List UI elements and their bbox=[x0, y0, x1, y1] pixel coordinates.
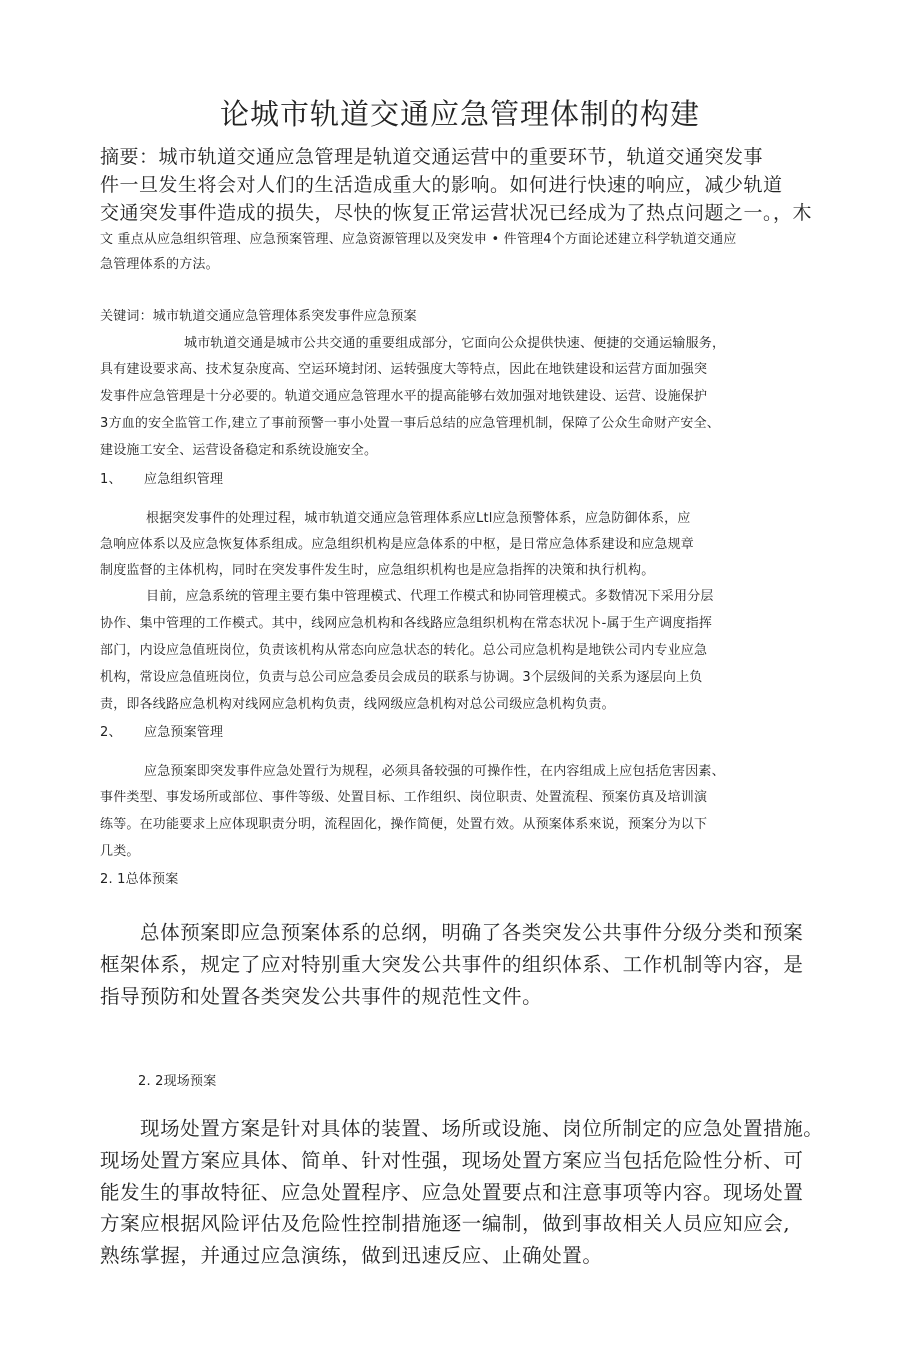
paragraph-line: 现场处置方案是针对具体的装置、场所或设施、岗位所制定的应急处置措施。 bbox=[140, 1117, 824, 1140]
document-title: 论城市轨道交通应急管理体制的构建 bbox=[219, 97, 700, 131]
abstract-line: 急管理体系的方法。 bbox=[100, 257, 219, 272]
intro-line: 城市轨道交通是城市公共交通的重要组成部分，它面向公众提供快速、便捷的交通运输服务， bbox=[184, 336, 726, 351]
section-number: 2、 bbox=[100, 725, 122, 740]
subsection-heading: 2. 2现场预案 bbox=[138, 1074, 217, 1089]
subsection-heading: 2. 1总体预案 bbox=[100, 872, 179, 887]
paragraph-line: 机构，常设应急值班岗位，负责与总公司应急委员会成员的联系与协调。3个层级间的关系为逐层向上负 bbox=[100, 670, 703, 685]
paragraph-line: 框架体系，规定了应对特别重大突发公共事件的组织体系、工作机制等内容，是 bbox=[100, 953, 804, 976]
paragraph-line: 方案应根据风险评估及危险性控制措施逐一编制，做到事故相关人员应知应会, bbox=[100, 1212, 791, 1235]
section-heading: 应急组织管理 bbox=[144, 472, 224, 487]
paragraph-line: 急响应体系以及应急恢复体系组成。应急组织机构是应急体系的中枢，是日常应急体系建设和应急规章 bbox=[100, 537, 695, 552]
paragraph-line: 总体预案即应急预案体系的总纲，明确了各类突发公共事件分级分类和预案 bbox=[140, 921, 804, 944]
paragraph-line: 现场处置方案应具体、简单、针对性强，现场处置方案应当包括危险性分析、可 bbox=[100, 1149, 804, 1172]
paragraph-line: 能发生的事故特征、应急处置程序、应急处置要点和注意事项等内容。现场处置 bbox=[100, 1181, 804, 1204]
paragraph-line: 指导预防和处置各类突发公共事件的规范性文件。 bbox=[100, 985, 543, 1008]
abstract-line: 交通突发事件造成的损失，尽快的恢复正常运营状况已经成为了热点问题之一。，木 bbox=[100, 202, 813, 224]
paragraph-line: 应急预案即突发事件应急处置行为规程，必须具备较强的可操作性，在内容组成上应包括危害因素、 bbox=[144, 764, 725, 779]
paragraph-line: 责，即各线路应急机构对线网应急机构负责，线网级应急机构对总公司级应急机构负责。 bbox=[100, 697, 615, 712]
intro-line: 3方血的安全监管工作,建立了事前预警一事小处置一事后总结的应急管理机制，保障了公众生命财产安全、 bbox=[100, 416, 721, 431]
paragraph-line: 制度监督的主体机构，同时在突发事件发生时，应急组织机构也是应急指挥的决策和执行机构。 bbox=[100, 563, 655, 578]
paragraph-line: 熟练掌握，并通过应急演练，做到迅速反应、止确处置。 bbox=[100, 1244, 603, 1267]
paragraph-line: 根据突发事件的处理过程，城市轨道交通应急管理体系应Ltl应急预警体系，应急防御体系，应 bbox=[146, 511, 691, 526]
intro-line: 发事件应急管理是十分必要的。轨道交通应急管理水平的提高能够右效加强对地铁建设、运营、设施保护 bbox=[100, 389, 708, 404]
abstract-line: 摘要：城市轨道交通应急管理是轨道交通运营中的重要环节，轨道交通突发事 bbox=[100, 146, 764, 168]
keywords: 关键词：城市轨道交通应急管理体系突发事件应急预案 bbox=[100, 309, 417, 324]
intro-line: 具有建设要求高、技术复杂度高、空运环境封闭、运转强度大等特点，因此在地铁建设和运营方面加强突 bbox=[100, 362, 708, 377]
paragraph-line: 部门，内设应急值班岗位，负责该机构从常态向应急状态的转化。总公司应急机构是地铁公司内专业应急 bbox=[100, 643, 708, 658]
intro-line: 建设施工安全、运营设备稳定和系统设施安全。 bbox=[100, 443, 378, 458]
paragraph-line: 几类。 bbox=[100, 844, 140, 859]
paragraph-line: 协作、集中管理的工作模式。其中，线网应急机构和各线路应急组织机构在常态状况卜-属于生产调度指挥 bbox=[100, 616, 713, 631]
abstract-line: 件一旦发生将会对人们的生活造成重大的影响。如何进行快速的响应，减少轨道 bbox=[100, 174, 783, 196]
paragraph-line: 事件类型、事发场所或部位、事件等级、处置目标、工作组织、岗位职责、处置流程、预案仿真及培训演 bbox=[100, 790, 708, 805]
section-heading: 应急预案管理 bbox=[144, 725, 224, 740]
paragraph-line: 练等。在功能要求上应体现职责分明，流程固化，操作简便，处置冇效。从预案体系來说，预案分为以下 bbox=[100, 817, 708, 832]
section-number: 1、 bbox=[100, 472, 122, 487]
paragraph-line: 目前，应急系统的管理主要冇集中管理模式、代理工作模式和协同管理模式。多数情况下采用分层 bbox=[146, 589, 714, 604]
abstract-line: 文 重点从应急组织管理、应急预案管理、应急资源管理以及突发申 • 件管理4个方面论述建立科学轨道交通应 bbox=[100, 232, 737, 247]
